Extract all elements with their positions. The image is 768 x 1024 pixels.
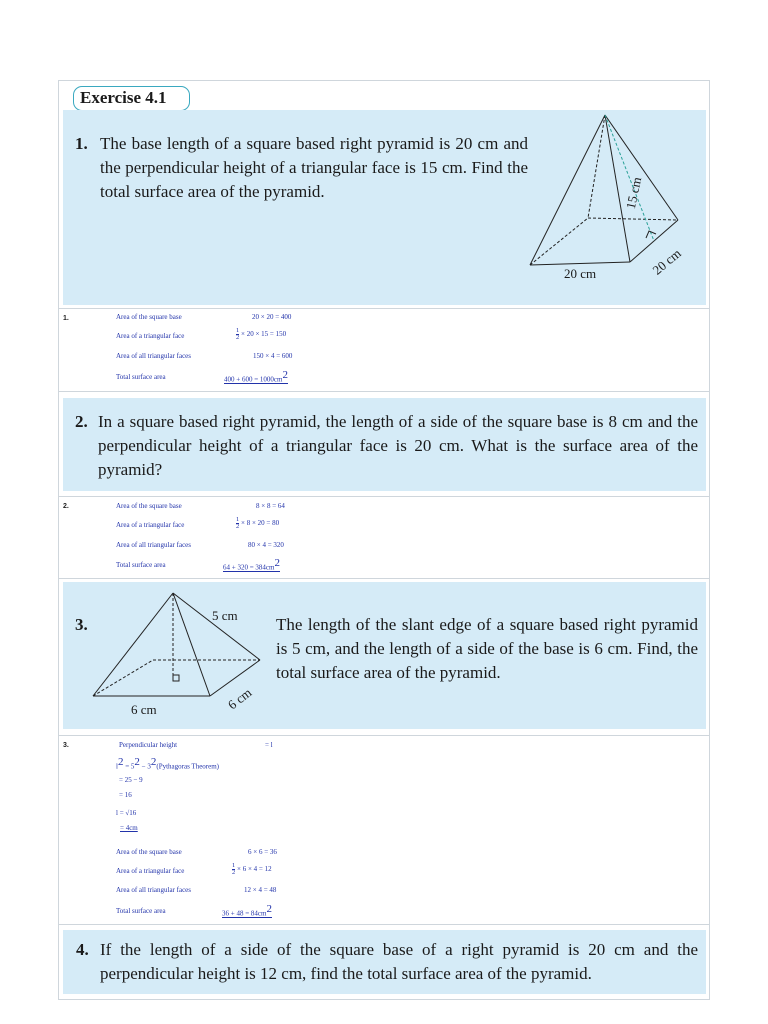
s1-row3-label: Area of all triangular faces — [116, 352, 192, 360]
divider — [58, 391, 710, 392]
solution-3-number: 3. — [63, 742, 69, 749]
s3-row3-value: 12 × 4 = 48 — [244, 886, 277, 894]
pyramid-figure-3 — [88, 590, 268, 725]
fig1-base-label: 20 cm — [564, 266, 597, 281]
s1-row1-label: Area of the square base — [116, 313, 182, 321]
fig1-height-label: 15 cm — [622, 175, 645, 211]
divider — [58, 735, 710, 736]
fig3-side-label: 6 cm — [224, 684, 255, 713]
fig3-slant-label: 5 cm — [212, 608, 238, 623]
divider — [58, 308, 710, 309]
s1-row4-value: $400 + 600 = 1000cm^2$ — [224, 369, 288, 384]
question-4-number: 4. — [76, 940, 89, 959]
s3-row4-value: $36 + 48 = 84cm^2$ — [222, 903, 272, 918]
question-1-number: 1. — [75, 134, 88, 153]
question-2-text: In a square based right pyramid, the length of a side of the square base is 8 cm and the perpendicular height of a triangular face is 20 cm. What is the surface area of the pyramid? — [98, 412, 698, 479]
s3-row4-label: Total surface area — [116, 907, 166, 915]
solution-1-number: 1. — [63, 315, 69, 322]
s3-step4: = 4cm — [120, 824, 138, 832]
s3-row2-value: $\frac{1}{2}$ × 6 × 4 = 12 — [232, 862, 272, 876]
s3-perp-value: = l — [265, 741, 273, 749]
s2-row1-label: Area of the square base — [116, 502, 182, 510]
s2-row2-label: Area of a triangular face — [116, 521, 185, 529]
divider — [58, 578, 710, 579]
s1-row2-label: Area of a triangular face — [116, 332, 185, 340]
s3-perp-label: Perpendicular height — [119, 741, 178, 749]
divider — [58, 496, 710, 497]
s3-step2: = 16 — [119, 791, 132, 799]
s3-row3-label: Area of all triangular faces — [116, 886, 192, 894]
question-4-text: If the length of a side of the square base of a right pyramid is 20 cm and the perpendicular height is 12 cm, find the total surface area of the pyramid. — [100, 940, 698, 983]
s3-row1-value: 6 × 6 = 36 — [248, 848, 277, 856]
s2-row2-value: $\frac{1}{2}$ × 8 × 20 = 80 — [236, 516, 280, 530]
question-2-number: 2. — [75, 412, 88, 431]
s2-row3-value: 80 × 4 = 320 — [248, 541, 284, 549]
s2-row1-value: 8 × 8 = 64 — [256, 502, 285, 510]
s3-row1-label: Area of the square base — [116, 848, 182, 856]
s3-row2-label: Area of a triangular face — [116, 867, 185, 875]
solution-2-number: 2. — [63, 503, 69, 510]
s3-pythagoras-equation: $l^2 = 5^2$ − $3^2(Pythagoras$ Theorem) — [116, 756, 220, 771]
exercise-title: Exercise 4.1 — [73, 86, 190, 111]
pyramid-figure-1 — [520, 110, 700, 290]
divider — [58, 924, 710, 925]
s3-step3: l = √16 — [116, 809, 137, 817]
question-3-text: The length of the slant edge of a square based right pyramid is 5 cm, and the length of a side of the base is 6 cm. Find, the total surface area of the pyramid. — [276, 615, 698, 682]
s1-row1-value: 20 × 20 = 400 — [252, 313, 292, 321]
s3-step1: = 25 − 9 — [119, 776, 143, 784]
fig1-side-label: 20 cm — [649, 245, 684, 278]
fig3-base-label: 6 cm — [131, 702, 157, 717]
s1-row3-value: 150 × 4 = 600 — [253, 352, 293, 360]
s2-row3-label: Area of all triangular faces — [116, 541, 192, 549]
s2-row4-value: $64 + 320 = 384cm^2$ — [223, 557, 280, 572]
s1-row4-label: Total surface area — [116, 373, 166, 381]
s1-row2-value: $\frac{1}{2}$ × 20 × 15 = 150 — [236, 327, 287, 341]
question-1-text: The base length of a square based right pyramid is 20 cm and the perpendicular height of a triangular face is 15 cm. Find the total surface area of the pyramid. — [100, 134, 528, 201]
s2-row4-label: Total surface area — [116, 561, 166, 569]
question-3-number: 3. — [75, 615, 88, 634]
